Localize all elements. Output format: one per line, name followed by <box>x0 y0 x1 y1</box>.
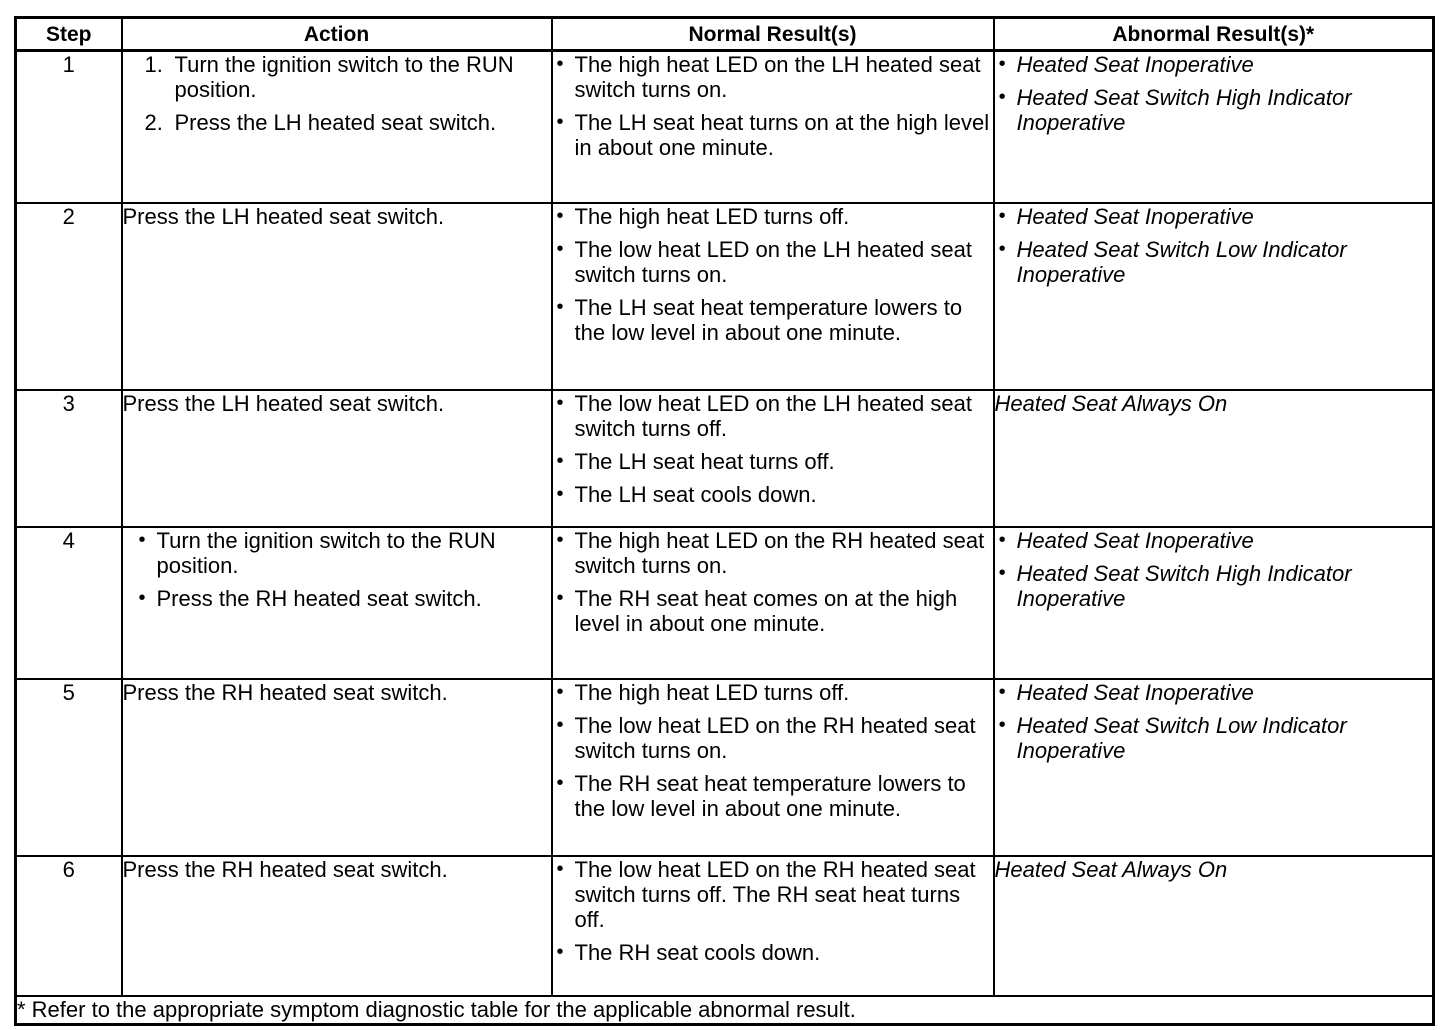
abnormal-result-cell <box>994 679 1434 856</box>
list-item: • The RH seat heat comes on at the high level in about one minute. <box>553 586 993 636</box>
normal-result-cell <box>552 527 994 679</box>
list-item: • The LH seat cools down. <box>553 482 993 507</box>
action-cell: Press the RH heated seat switch. <box>122 856 552 996</box>
header-abnormal-results: Abnormal Result(s)* <box>994 18 1434 51</box>
abnormal-result-cell <box>994 203 1434 390</box>
table-row <box>16 856 1434 996</box>
step-number: 4 <box>16 527 122 679</box>
abnormal-result-cell: Heated Seat Always On <box>994 856 1434 996</box>
list-item: • The high heat LED turns off. <box>553 204 993 229</box>
list-item: • Heated Seat Inoperative <box>995 52 1433 77</box>
step-number: 3 <box>16 390 122 527</box>
list-item: • The LH seat heat turns off. <box>553 449 993 474</box>
normal-result-cell <box>552 51 994 204</box>
table-row <box>16 527 1434 679</box>
action-cell: Press the LH heated seat switch. <box>122 203 552 390</box>
diagnostic-table <box>14 16 1435 1026</box>
table-row <box>16 51 1434 204</box>
list-item: • The low heat LED on the RH heated seat switch turns on. <box>553 713 993 763</box>
list-item: • Press the RH heated seat switch. <box>135 586 551 611</box>
action-cell <box>122 527 552 679</box>
list-item: • Heated Seat Inoperative <box>995 528 1433 553</box>
header-normal-results: Normal Result(s) <box>552 18 994 51</box>
step-number: 2 <box>16 203 122 390</box>
abnormal-result-cell <box>994 527 1434 679</box>
normal-result-cell <box>552 203 994 390</box>
list-item: • Heated Seat Switch High Indicator Inoperative <box>995 561 1433 611</box>
action-cell: Press the RH heated seat switch. <box>122 679 552 856</box>
list-item: • The high heat LED on the LH heated seat switch turns on. <box>553 52 993 102</box>
normal-result-cell <box>552 390 994 527</box>
normal-result-cell <box>552 679 994 856</box>
list-item: 1. Turn the ignition switch to the RUN position. <box>144 52 514 102</box>
action-cell: Press the LH heated seat switch. <box>122 390 552 527</box>
abnormal-result-cell <box>994 51 1434 204</box>
list-item: • The low heat LED on the LH heated seat switch turns off. <box>553 391 993 441</box>
header-action: Action <box>122 18 552 51</box>
list-item: • The LH seat heat temperature lowers to the low level in about one minute. <box>553 295 993 345</box>
list-item: • The high heat LED on the RH heated seat switch turns on. <box>553 528 993 578</box>
step-number: 1 <box>16 51 122 204</box>
header-step: Step <box>16 18 122 51</box>
list-item: • Heated Seat Inoperative <box>995 204 1433 229</box>
list-item: • The high heat LED turns off. <box>553 680 993 705</box>
list-item: • Heated Seat Switch Low Indicator Inoperative <box>995 237 1433 287</box>
footnote-row <box>16 996 1434 1025</box>
table-row <box>16 203 1434 390</box>
abnormal-result-cell: Heated Seat Always On <box>994 390 1434 527</box>
list-item: • Turn the ignition switch to the RUN position. <box>135 528 551 578</box>
list-item: • The LH seat heat turns on at the high level in about one minute. <box>553 110 993 160</box>
step-number: 6 <box>16 856 122 996</box>
list-item: • The low heat LED on the LH heated seat switch turns on. <box>553 237 993 287</box>
list-item: • The low heat LED on the RH heated seat switch turns off. The RH seat heat turns off. <box>553 857 993 932</box>
list-item: • The RH seat heat temperature lowers to the low level in about one minute. <box>553 771 993 821</box>
list-item: • Heated Seat Switch Low Indicator Inoperative <box>995 713 1433 763</box>
action-cell <box>122 51 552 204</box>
table-row <box>16 679 1434 856</box>
list-item: • Heated Seat Inoperative <box>995 680 1433 705</box>
normal-result-cell <box>552 856 994 996</box>
footnote: * Refer to the appropriate symptom diagnostic table for the applicable abnormal result. <box>16 996 1434 1025</box>
list-item: 2. Press the LH heated seat switch. <box>144 110 497 135</box>
table-header-row <box>16 18 1434 51</box>
list-item: • Heated Seat Switch High Indicator Inoperative <box>995 85 1433 135</box>
step-number: 5 <box>16 679 122 856</box>
table-row <box>16 390 1434 527</box>
list-item: • The RH seat cools down. <box>553 940 993 965</box>
